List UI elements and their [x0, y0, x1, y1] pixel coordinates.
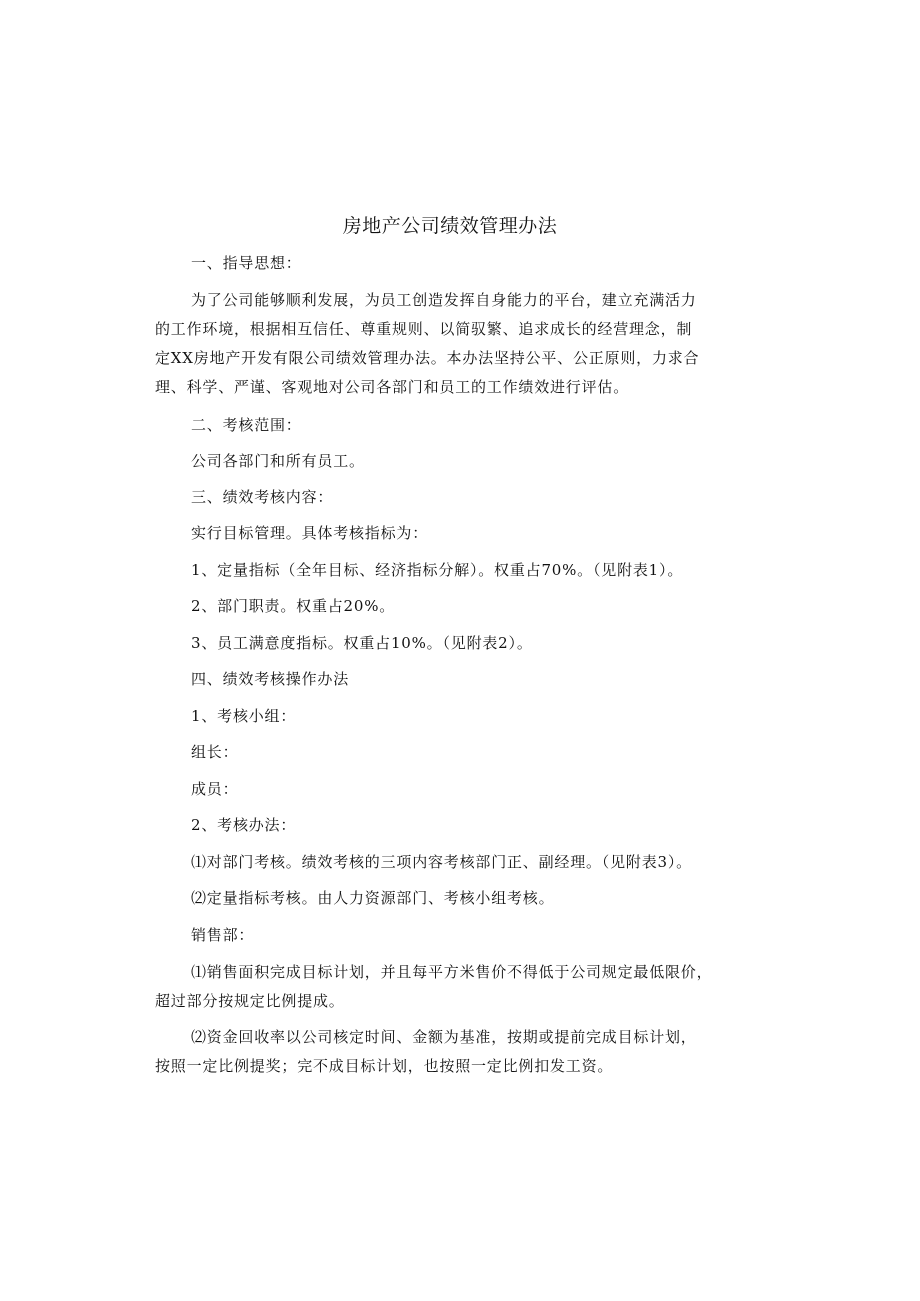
section1-line-2: 的工作环境，根据相互信任、尊重规则、以简驭繁、追求成长的经营理念，制	[155, 320, 693, 338]
section4-members: 成员：	[191, 780, 239, 798]
section4-sub-1: 1、考核小组：	[191, 707, 297, 725]
section4-sub-2: 2、考核办法：	[191, 816, 297, 834]
section1-heading: 一、指导思想：	[191, 254, 302, 272]
section2-heading: 二、考核范围：	[191, 416, 302, 434]
section2-body: 公司各部门和所有员工。	[191, 452, 365, 470]
section3-heading: 三、绩效考核内容：	[191, 488, 334, 506]
section3-item-2: 2、部门职责。权重占20%。	[191, 597, 396, 615]
section1-line-1: 为了公司能够顺利发展，为员工创造发挥自身能力的平台，建立充满活力	[191, 291, 697, 309]
section3-intro: 实行目标管理。具体考核指标为：	[191, 524, 429, 542]
sales-heading: 销售部：	[191, 926, 255, 944]
document-title: 房地产公司绩效管理办法	[342, 215, 558, 237]
section4-method-1: ⑴对部门考核。绩效考核的三项内容考核部门正、副经理。（见附表3）。	[191, 853, 692, 871]
section4-method-2: ⑵定量指标考核。由人力资源部门、考核小组考核。	[191, 889, 555, 907]
section3-item-3: 3、员工满意度指标。权重占10%。（见附表2）。	[191, 634, 533, 652]
section1-line-4: 理、科学、严谨、客观地对公司各部门和员工的工作绩效进行评估。	[155, 378, 630, 396]
sales-item-2-line-2: 按照一定比例提奖；完不成目标计划，也按照一定比例扣发工资。	[155, 1057, 614, 1075]
section4-leader: 组长：	[191, 743, 239, 761]
section4-heading: 四、绩效考核操作办法	[191, 670, 350, 688]
section3-item-1: 1、定量指标（全年目标、经济指标分解）。权重占70%。（见附表1）。	[191, 561, 684, 579]
sales-item-1-line-2: 超过部分按规定比例提成。	[155, 992, 345, 1010]
sales-item-1-line-1: ⑴销售面积完成目标计划，并且每平方米售价不得低于公司规定最低限价，	[191, 963, 713, 981]
sales-item-2-line-1: ⑵资金回收率以公司核定时间、金额为基准，按期或提前完成目标计划，	[191, 1028, 697, 1046]
section1-line-3: 定XX房地产开发有限公司绩效管理办法。本办法坚持公平、公正原则，力求合	[155, 349, 700, 367]
